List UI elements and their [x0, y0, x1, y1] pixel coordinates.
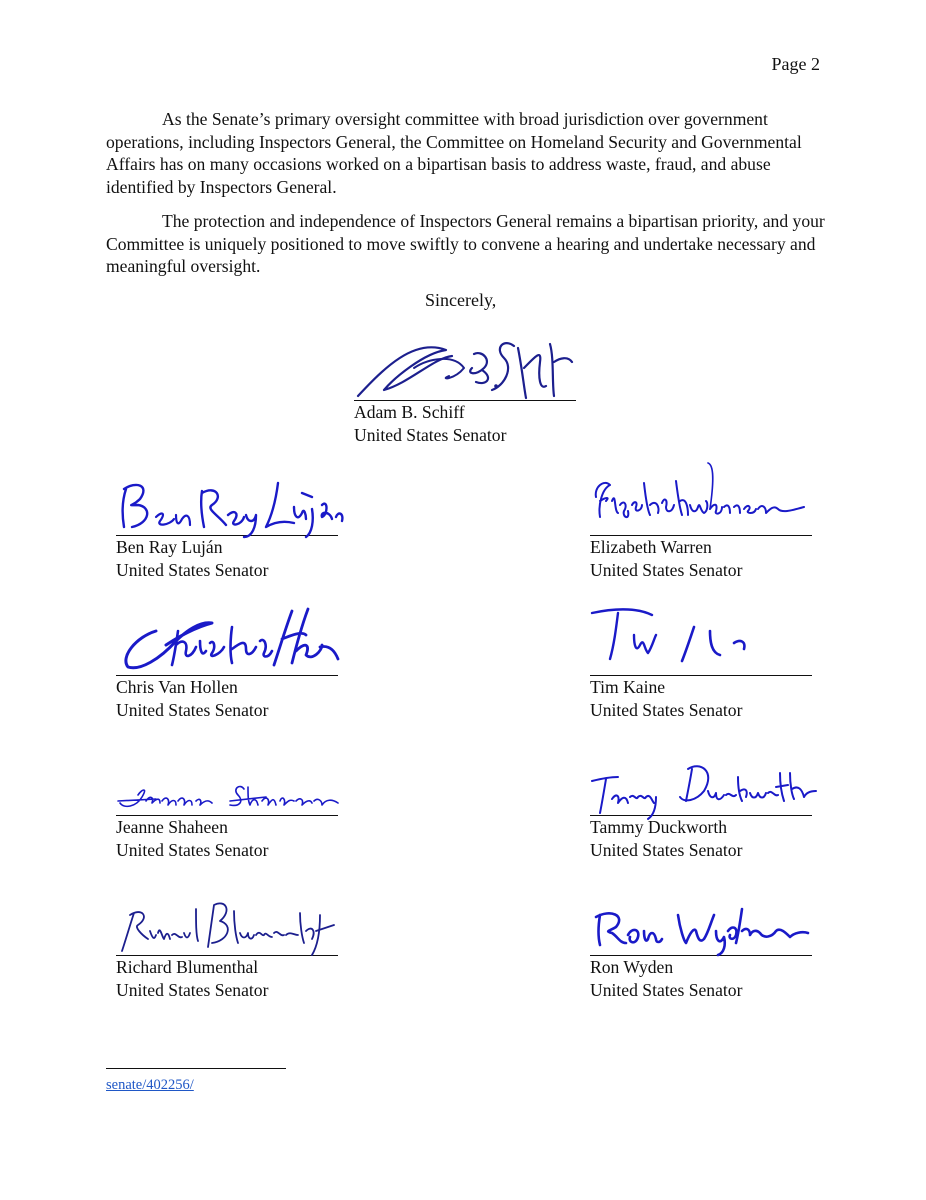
signature-line [116, 753, 338, 816]
signature-block-vanhollen [116, 613, 338, 721]
signatory-name: Tammy Duckworth [590, 817, 728, 837]
signature-block-kaine [590, 613, 812, 721]
signatory-name: Elizabeth Warren [590, 537, 712, 557]
signatory-name: Ben Ray Luján [116, 537, 223, 557]
signature-block-shaheen [116, 753, 338, 861]
signature-block-wyden [590, 893, 812, 1001]
signatory-title: United States Senator [590, 699, 743, 720]
handwritten-signature-shaheen [116, 761, 346, 821]
signatory-name: Richard Blumenthal [116, 957, 259, 977]
signatory-title: United States Senator [116, 979, 269, 1000]
page-number: Page 2 [771, 54, 820, 74]
signatory-name: Ron Wyden [590, 957, 674, 977]
signature-line [590, 613, 812, 676]
signature-line [590, 753, 812, 816]
signatory-title: United States Senator [590, 559, 743, 580]
signature-line [116, 613, 338, 676]
signature-block-lujan [116, 473, 338, 581]
signatory-title: United States Senator [354, 424, 507, 445]
signatory-title: United States Senator [590, 979, 743, 1000]
handwritten-signature-lujan [116, 471, 346, 541]
handwritten-signature-kaine [590, 601, 820, 681]
signatory-name: Tim Kaine [590, 677, 666, 697]
signature-line [116, 473, 338, 536]
signature-block-warren [590, 473, 812, 581]
signatory-name: Chris Van Hollen [116, 677, 238, 697]
signatory-title: United States Senator [116, 559, 269, 580]
signatory-title: United States Senator [116, 839, 269, 860]
paragraph-1-text: As the Senate’s primary oversight committee with broad jurisdiction over government operations, including Inspectors General, the Committee on Homeland Security and Governmental Affairs has on many occasions worked on a bipartisan basis to address waste, fraud, and abuse identified by Inspectors General. [106, 109, 802, 197]
handwritten-signature-warren [590, 461, 820, 541]
handwritten-signature-wyden [590, 891, 820, 961]
body-paragraph-2 [106, 210, 826, 278]
footnote-divider [106, 1068, 286, 1069]
handwritten-signature-schiff [354, 328, 584, 408]
signature-line [590, 893, 812, 956]
signature-block-schiff [354, 338, 576, 446]
paragraph-2-text: The protection and independence of Inspectors General remains a bipartisan priority, and your Committee is uniquely positioned to move swiftly to convene a hearing and undertake necessary and meaningful oversight. [106, 211, 825, 276]
signatory-name: Adam B. Schiff [354, 402, 465, 422]
signature-block-blumenthal [116, 893, 338, 1001]
handwritten-signature-blumenthal [116, 891, 346, 961]
handwritten-signature-duckworth [590, 751, 820, 821]
closing-salutation: Sincerely, [425, 290, 497, 310]
signatory-name: Jeanne Shaheen [116, 817, 228, 837]
signatory-title: United States Senator [116, 699, 269, 720]
signatory-title: United States Senator [590, 839, 743, 860]
signature-line [354, 338, 576, 401]
signature-block-duckworth [590, 753, 812, 861]
signature-line [116, 893, 338, 956]
footnote-link[interactable]: senate/402256/ [106, 1077, 194, 1093]
handwritten-signature-vanhollen [116, 601, 346, 681]
body-paragraph-1 [106, 108, 826, 198]
signature-line [590, 473, 812, 536]
